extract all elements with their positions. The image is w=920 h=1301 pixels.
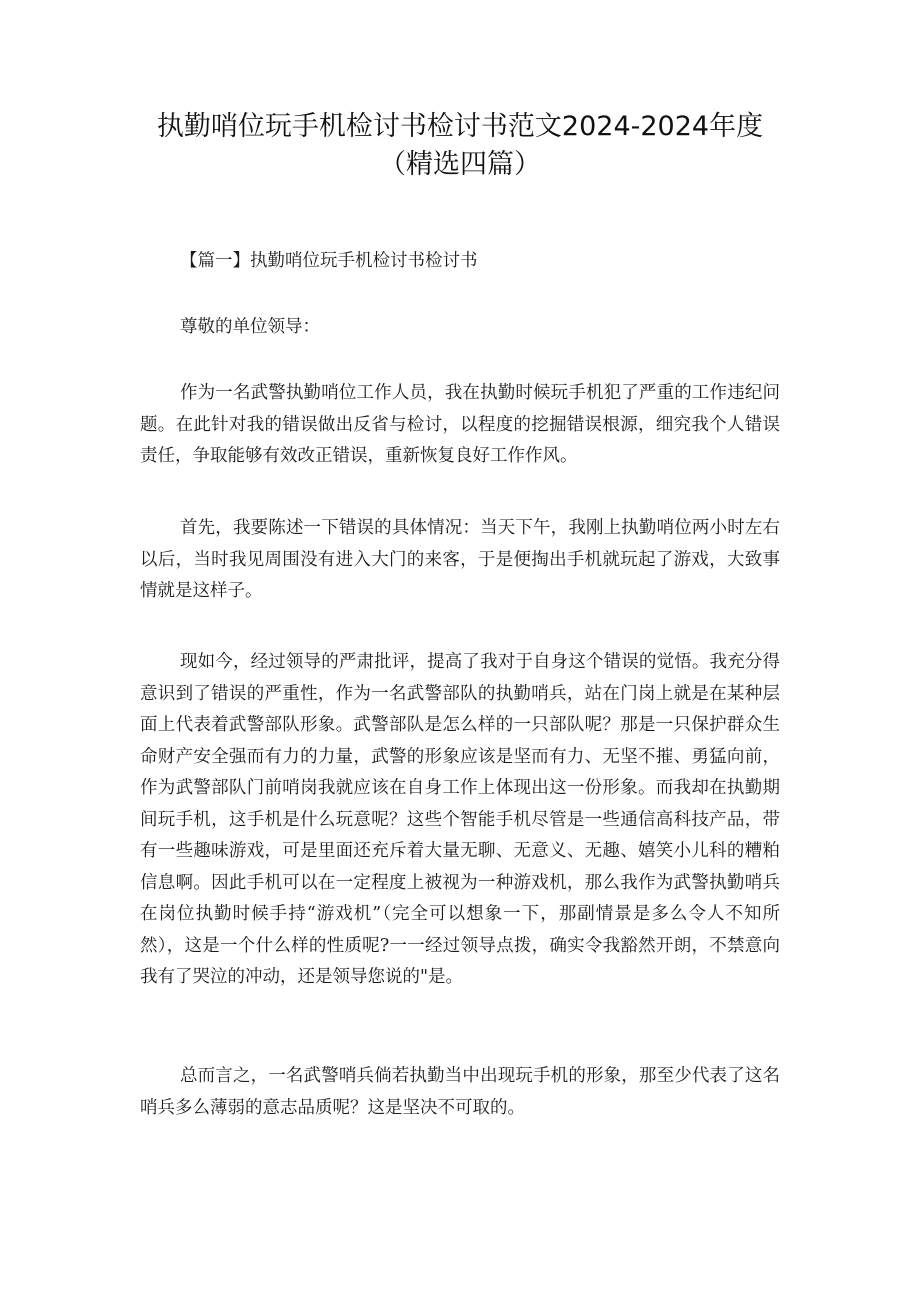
- paragraph-3: 现如今，经过领导的严肃批评，提高了我对于自身这个错误的觉悟。我充分得意识到了错误的严重性，作为一名武警部队的执勤哨兵，站在门岗上就是在某种层面上代表着武警部队形象。武警部队是怎么样的一只部队呢？那是一只保护群众生命财产安全强而有力的力量，武警的形象应该是坚而有力、无坚不摧、勇猛向前，作为武警部队门前哨岗我就应该在自身工作上体现出这一份形象。而我却在执勤期间玩手机，这手机是什么玩意呢？这些个智能手机尽管是一些通信高科技产品，带有一些趣味游戏，可是里面还充斥着大量无聊、无意义、无趣、嬉笑小儿科的糟粕信息啊。因此手机可以在一定程度上被视为一种游戏机，那么我作为武警执勤哨兵在岗位执勤时候手持“游戏机”（完全可以想象一下，那副情景是多么令人不知所然），这是一个什么样的性质呢?一一经过领导点拨，确实令我豁然开朗，不禁意向我有了哭泣的冲动，还是领导您说的"是。: [140, 652, 780, 987]
- document-title: 执勤哨位玩手机检讨书检讨书范文2024-2024年度（精选四篇）: [156, 111, 764, 180]
- salutation: 尊敬的单位领导：: [180, 317, 320, 337]
- section-heading: 【篇一】执勤哨位玩手机检讨书检讨书: [180, 251, 478, 271]
- paragraph-4: 总而言之，一名武警哨兵倘若执勤当中出现玩手机的形象，那至少代表了这名哨兵多么薄弱的意志品质呢？这是坚决不可取的。: [140, 1066, 780, 1118]
- paragraph-1: 作为一名武警执勤哨位工作人员，我在执勤时候玩手机犯了严重的工作违纪问题。在此针对我的错误做出反省与检讨，以程度的挖掘错误根源，细究我个人错误责任，争取能够有效改正错误，重新恢复良好工作作风。: [140, 383, 780, 466]
- paragraph-2: 首先，我要陈述一下错误的具体情况：当天下午，我刚上执勤哨位两小时左右以后，当时我见周围没有进入大门的来客，于是便掏出手机就玩起了游戏，大致事情就是这样子。: [140, 518, 780, 601]
